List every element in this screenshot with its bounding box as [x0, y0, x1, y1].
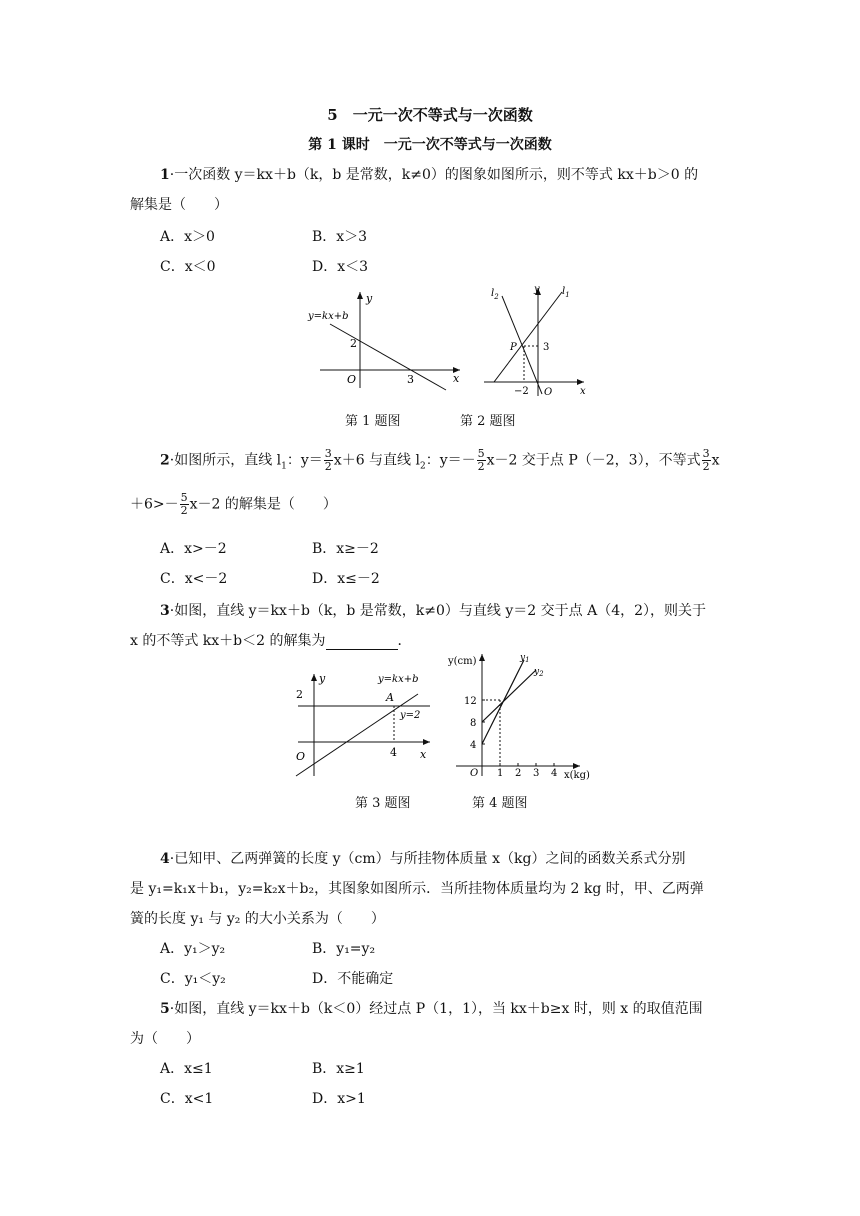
fig4-origin: O [470, 768, 479, 779]
q5-option-b: B．x≥1 [312, 1061, 365, 1077]
fig4-y1-label: $y_1$ [520, 653, 530, 664]
q1-line2: 解集是（ ） [130, 197, 228, 213]
caption-fig3: 第 3 题图 [355, 796, 411, 811]
q2-option-d: D．x≤－2 [312, 571, 380, 587]
q3-answer-blank[interactable] [326, 635, 398, 650]
fig4-xtick-3: 3 [533, 768, 540, 779]
q3-line1: 3·如图，直线 y＝kx＋b（k，b 是常数，k≠0）与直线 y＝2 交于点 A（4，2），则关于 [160, 603, 707, 619]
fig2-y-label: y [534, 284, 540, 295]
fig2-l2-label: $l_2$ [491, 288, 499, 301]
fig4-xtick-1: 1 [497, 768, 504, 779]
q1-option-a: A．x＞0 [160, 229, 215, 245]
q5-option-c: C．x<1 [160, 1091, 214, 1107]
fig3-equation: y=kx+b [378, 674, 419, 685]
fig4-x-axis-label: x(kg) [564, 770, 590, 781]
figure-4 [446, 648, 596, 782]
q3-line2: x 的不等式 kx＋b＜2 的解集为 ． [130, 633, 412, 649]
q5-option-d: D．x>1 [312, 1091, 366, 1107]
q4-option-d: D．不能确定 [312, 971, 394, 987]
fig1-origin: O [347, 373, 357, 386]
fig1-x-label: x [453, 372, 460, 385]
fig4-xtick-4: 4 [551, 768, 558, 779]
fig4-tick-8: 8 [470, 718, 477, 729]
q1-option-c: C．x＜0 [160, 259, 216, 275]
q5-line2: 为（ ） [130, 1031, 200, 1047]
q1-line1: 1·一次函数 y＝kx＋b（k，b 是常数，k≠0）的图象如图所示，则不等式 kx＋b＞0 的 [160, 167, 699, 183]
q1-option-b: B．x＞3 [312, 229, 368, 245]
fig4-tick-12: 12 [464, 696, 477, 707]
q4-option-b: B．y₁=y₂ [312, 941, 376, 957]
caption-fig4: 第 4 题图 [472, 796, 528, 811]
fig2-point-p: P [510, 342, 517, 353]
fig4-tick-4: 4 [470, 740, 477, 751]
q2-option-b: B．x≥－2 [312, 541, 379, 557]
q4-line2: 是 y₁=k₁x＋b₁，y₂=k₂x＋b₂，其图象如图所示．当所挂物体质量均为 2 kg 时，甲、乙两弹 [130, 881, 704, 897]
figure-3 [290, 666, 440, 782]
fig2-x-label: x [580, 386, 586, 397]
fig3-value-4: 4 [390, 746, 397, 759]
fig3-value-2: 2 [296, 688, 303, 701]
fig1-intercept-2: 2 [350, 337, 357, 350]
q4-option-a: A．y₁＞y₂ [160, 941, 226, 957]
fig3-point-a: A [386, 691, 394, 704]
q2-line1: 2·如图所示，直线 $l_1$：y＝ $\frac{3}{2}$ x＋6 与直线 $l_2$：y＝－ $\frac{5}{2}$ x－2 交于点 P（－2，3），不等式 $\frac{3}{2}$ x [160, 447, 720, 473]
fig3-line-y2: y=2 [400, 710, 421, 721]
q4-line3: 簧的长度 y₁ 与 y₂ 的大小关系为（ ） [130, 911, 385, 927]
fig1-intercept-3: 3 [407, 373, 414, 386]
caption-fig1: 第 1 题图 [345, 414, 401, 429]
figure-2 [480, 282, 592, 398]
q2-option-c: C．x<－2 [160, 571, 228, 587]
q4-line1: 4·已知甲、乙两弹簧的长度 y（cm）与所挂物体质量 x（kg）之间的函数关系式分别 [160, 851, 686, 867]
fig4-xtick-2: 2 [515, 768, 522, 779]
q4-option-c: C．y₁＜y₂ [160, 971, 226, 987]
fig2-l1-label: $l_1$ [562, 286, 570, 299]
fig1-equation: y=kx+b [308, 311, 349, 322]
q2-option-a: A．x>－2 [160, 541, 227, 557]
q5-line1: 5·如图，直线 y＝kx＋b（k＜0）经过点 P（1，1），当 kx＋b≥x 时，则 x 的取值范围 [160, 1001, 703, 1017]
fig3-x-label: x [420, 748, 427, 761]
figure-1 [300, 286, 470, 392]
fig1-y-label: y [366, 292, 373, 305]
section-title: 5 一元一次不等式与一次函数 [327, 106, 533, 124]
q2-line2: ＋6>－ $\frac{5}{2}$ x－2 的解集是（ ） [130, 491, 337, 517]
fig2-value-3: 3 [543, 342, 550, 353]
fig2-value-minus2: −2 [514, 386, 529, 397]
fig3-y-label: y [319, 672, 326, 685]
q1-option-d: D．x＜3 [312, 259, 369, 275]
q5-option-a: A．x≤1 [160, 1061, 213, 1077]
lesson-title: 第 1 课时 一元一次不等式与一次函数 [308, 137, 552, 153]
fig4-y-axis-label: y(cm) [448, 656, 477, 667]
fig4-y2-label: $y_2$ [534, 667, 544, 678]
fig2-origin: O [544, 387, 553, 398]
fig3-origin: O [296, 750, 306, 763]
caption-fig2: 第 2 题图 [460, 414, 516, 429]
